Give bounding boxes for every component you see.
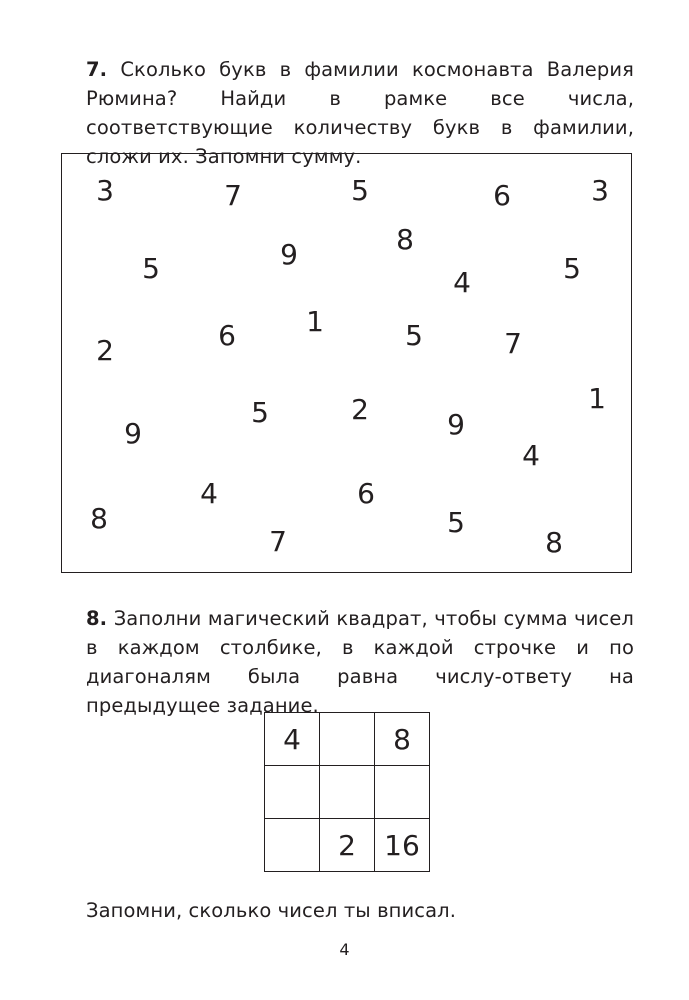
task-8-number: 8.: [86, 607, 108, 630]
magic-square-cell[interactable]: 4: [265, 713, 320, 766]
magic-square-cell[interactable]: 16: [375, 819, 430, 872]
task-8-text: [86, 604, 634, 720]
frame-number: 8: [545, 526, 563, 559]
frame-number: 2: [96, 334, 114, 367]
frame-number: 4: [453, 266, 471, 299]
frame-number: 1: [306, 305, 324, 338]
frame-number: 6: [493, 179, 511, 212]
frame-number: 4: [200, 477, 218, 510]
magic-square-cell[interactable]: [265, 766, 320, 819]
task-8-body: Заполни магический квадрат, чтобы сумма чисел в каждом столбике, в каждой строчке и по диагоналям была равна числу-ответу на предыдущее задание.: [86, 607, 634, 717]
frame-number: 6: [357, 477, 375, 510]
magic-square-cell[interactable]: [375, 766, 430, 819]
magic-square-cell[interactable]: [320, 713, 375, 766]
magic-square-row: [265, 766, 430, 819]
magic-square: [264, 712, 430, 872]
frame-number: 7: [224, 179, 242, 212]
magic-square-row: [265, 819, 430, 872]
magic-square-cell[interactable]: 2: [320, 819, 375, 872]
frame-number: 9: [280, 238, 298, 271]
frame-number: 3: [96, 174, 114, 207]
magic-square-cell[interactable]: 8: [375, 713, 430, 766]
number-frame: [61, 153, 632, 573]
frame-number: 9: [447, 408, 465, 441]
frame-number: 5: [563, 252, 581, 285]
frame-number: 5: [251, 396, 269, 429]
frame-number: 6: [218, 319, 236, 352]
frame-number: 3: [591, 174, 609, 207]
page-number: 4: [339, 940, 350, 959]
frame-number: 8: [90, 502, 108, 535]
frame-number: 5: [447, 506, 465, 539]
task-7-body: Сколько букв в фамилии космонавта Валерия Рюмина? Найди в рамке все числа, соответствующие количеству букв в фамилии, сложи их. Запомни сумму.: [86, 58, 634, 168]
magic-square-row: [265, 713, 430, 766]
frame-number: 4: [522, 439, 540, 472]
frame-number: 7: [504, 327, 522, 360]
magic-square-cell[interactable]: [320, 766, 375, 819]
frame-number: 2: [351, 393, 369, 426]
frame-number: 5: [142, 252, 160, 285]
magic-square-cell[interactable]: [265, 819, 320, 872]
frame-number: 8: [396, 223, 414, 256]
frame-number: 1: [588, 382, 606, 415]
frame-number: 7: [269, 525, 287, 558]
frame-number: 5: [405, 319, 423, 352]
frame-number: 9: [124, 417, 142, 450]
task-7-number: 7.: [86, 58, 108, 81]
remember-text: Запомни, сколько чисел ты вписал.: [86, 899, 457, 922]
frame-number: 5: [351, 174, 369, 207]
